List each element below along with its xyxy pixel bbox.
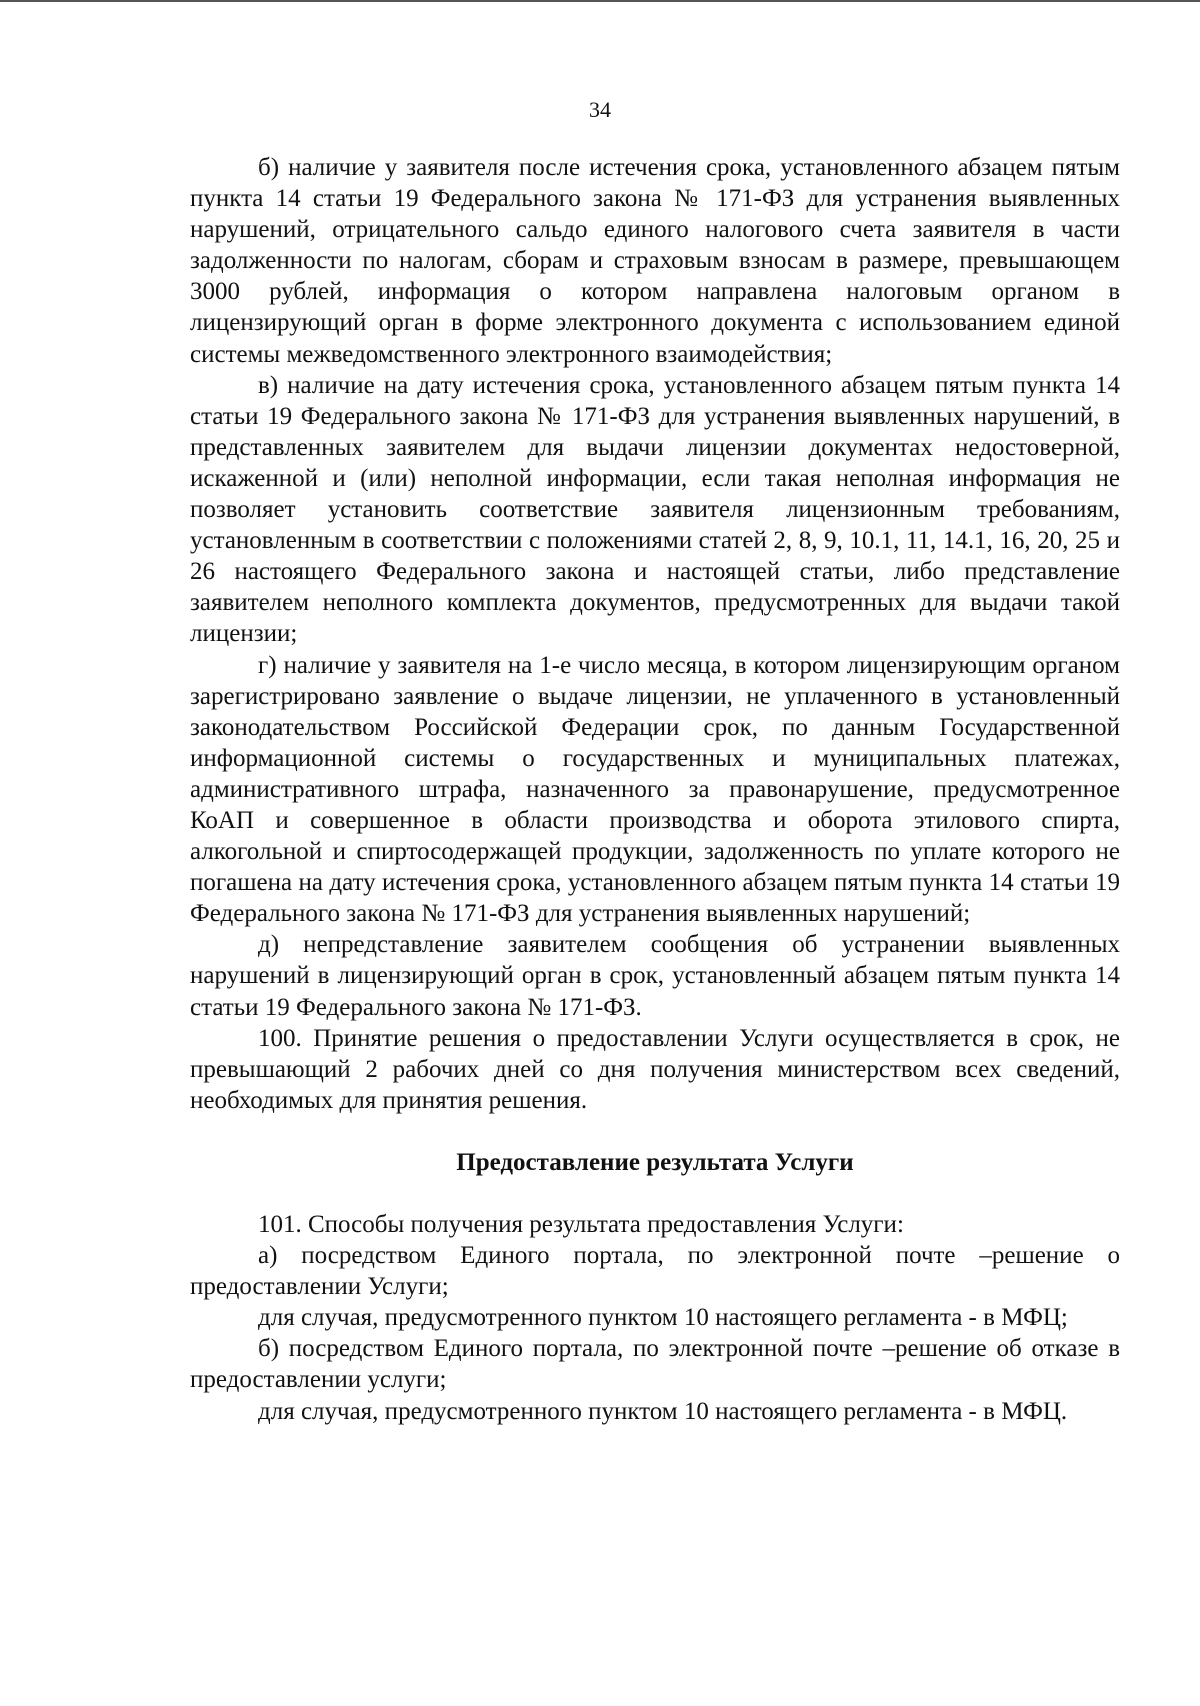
document-body (190, 152, 1120, 1427)
section-title: Предоставление результата Услуги (456, 1148, 854, 1176)
paragraph-d-no-notification: д) непредставление заявителем сообщения об устранении выявленных нарушений в лицензирующий орган в срок, установленный абзацем пятым пункта 14 статьи 19 Федерального закона № 171-ФЗ. (190, 931, 1120, 1021)
paragraph-a-mfc-case: для случая, предусмотренного пунктом 10 настоящего регламента - в МФЦ; (258, 1304, 1068, 1332)
paragraph-v-inaccurate-info: в) наличие на дату истечения срока, установленного абзацем пятым пункта 14 статьи 19 Федерального закона № 171-ФЗ для устранения выявленных нарушений, в представленных заявителем для выдачи лицензии документах недостоверной, искаженной и (или) неполной информации, если такая неполная информация не позволяет установить соответствие заявителя лицензионным требованиям, установленным в соответствии с положениями статей 2, 8, 9, 10.1, 11, 14.1, 16, 20, 25 и 26 настоящего Федерального закона и настоящей статьи, либо представление заявителем неполного комплекта документов, предусмотренных для выдачи такой лицензии; (190, 371, 1120, 648)
page-number: 34 (589, 97, 611, 122)
paragraph-a-portal-decision: а) посредством Единого портала, по электронной почте –решение о предоставлении Услуги; (190, 1242, 1120, 1301)
paragraph-101-result-methods: 101. Способы получения результата предоставления Услуги: (258, 1211, 904, 1238)
paragraph-g-unpaid-fine: г) наличие у заявителя на 1-е число месяца, в котором лицензирующим органом зарегистрировано заявление о выдаче лицензии, не уплаченного в установленный законодательством Российской Федерации срок, по данным Государственной информационной системы о государственных и муниципальных платежах, административного штрафа, назначенного за правонарушение, предусмотренное КоАП и совершенное в области производства и оборота этилового спирта, алкогольной и спиртосодержащей продукции, задолженность по уплате которого не погашена на дату истечения срока, установленного абзацем пятым пункта 14 статьи 19 Федерального закона № 171-ФЗ для устранения выявленных нарушений; (190, 651, 1120, 928)
paragraph-b-portal-refusal: б) посредством Единого портала, по электронной почте –решение об отказе в предоставлении услуги; (190, 1335, 1120, 1394)
paragraph-b-mfc-case: для случая, предусмотренного пунктом 10 настоящего регламента - в МФЦ. (258, 1397, 1068, 1425)
paragraph-b-tax-balance: б) наличие у заявителя после истечения срока, установленного абзацем пятым пункта 14 статьи 19 Федерального закона № 171-ФЗ для устранения выявленных нарушений, отрицательного сальдо единого налогового счета заявителя в части задолженности по налогам, сборам и страховым взносам в размере, превышающем 3000 рублей, информация о котором направлена налоговым органом в лицензирующий орган в форме электронного документа с использованием единой системы межведомственного электронного взаимодействия; (190, 154, 1120, 368)
paragraph-100-decision-term: 100. Принятие решения о предоставлении Услуги осуществляется в срок, не превышающий 2 рабочих дней со дня получения министерством всех сведений, необходимых для принятия решения. (190, 1024, 1120, 1114)
